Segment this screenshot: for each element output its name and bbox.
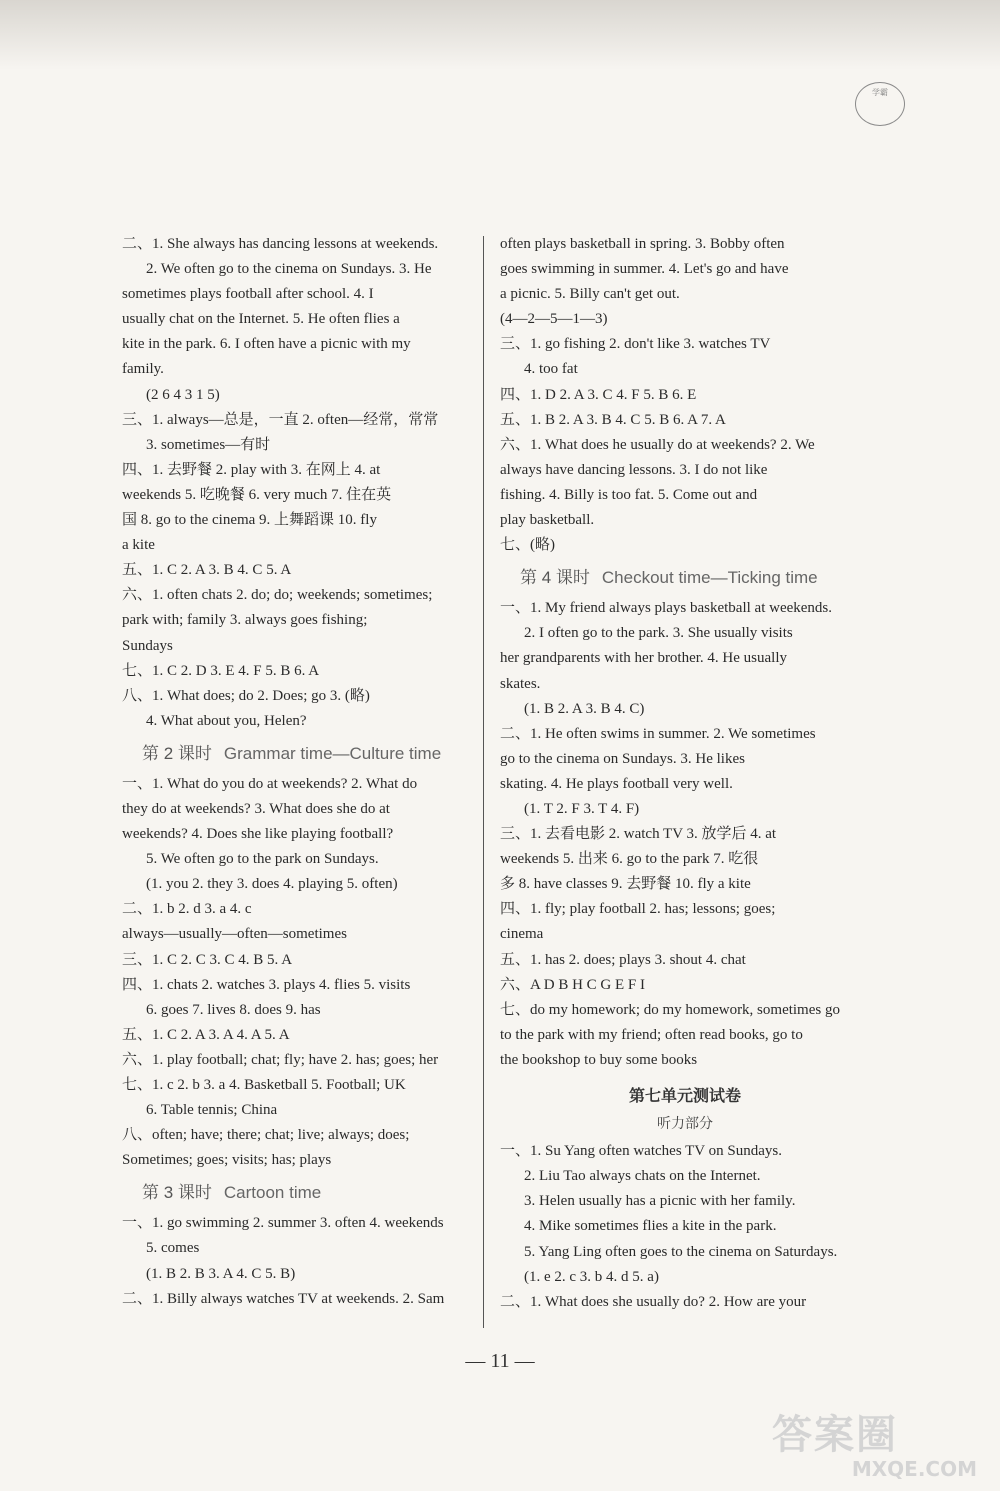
answer-line: 五、1. has 2. does; plays 3. shout 4. chat	[500, 951, 746, 968]
stamp-text: 学霸	[872, 88, 888, 97]
lesson-number: 第 2 课时	[142, 743, 212, 763]
answer-line: 四、1. chats 2. watches 3. plays 4. flies 5. visits	[122, 976, 411, 993]
answer-line: kite in the park. 6. I often have a picnic with my	[122, 336, 411, 353]
answer-line: 八、1. What does; do 2. Does; go 3. (略)	[122, 687, 370, 704]
answer-line: (2 6 4 3 1 5)	[146, 386, 220, 403]
lesson-number: 第 4 课时	[520, 568, 590, 588]
answer-line: (1. you 2. they 3. does 4. playing 5. often)	[146, 876, 398, 893]
watermark-logo	[772, 1412, 977, 1482]
section-subtitle: 听力部分	[657, 1116, 713, 1133]
answer-line: (1. B 2. A 3. B 4. C)	[524, 700, 645, 717]
answer-line: 六、1. play football; chat; fly; have 2. has; goes; her	[122, 1051, 439, 1068]
answer-line: weekends 5. 吃晚餐 6. very much 7. 住在英	[122, 486, 392, 503]
answer-line: always have dancing lessons. 3. I do not like	[500, 461, 768, 478]
answer-line: 五、1. C 2. A 3. B 4. C 5. A	[122, 562, 292, 579]
answer-line: 四、1. fly; play football 2. has; lessons; goes;	[500, 901, 776, 918]
answer-line: 二、1. Billy always watches TV at weekends. 2. Sam	[122, 1290, 445, 1307]
answer-line: play basketball.	[500, 512, 595, 529]
column-divider	[483, 236, 484, 1328]
answer-line: 六、1. often chats 2. do; do; weekends; sometimes;	[122, 587, 433, 604]
answer-line: 4. What about you, Helen?	[146, 712, 307, 729]
answer-line: usually chat on the Internet. 5. He often flies a	[122, 311, 400, 328]
answer-column-right	[500, 232, 870, 1315]
answer-line: 二、1. She always has dancing lessons at weekends.	[122, 236, 439, 252]
answer-line: 5. Yang Ling often goes to the cinema on Saturdays.	[524, 1243, 838, 1260]
answer-line: 二、1. b 2. d 3. a 4. c	[122, 901, 252, 918]
answer-line: sometimes plays football after school. 4. I	[122, 286, 374, 303]
answer-line: her grandparents with her brother. 4. He usually	[500, 650, 787, 667]
answer-line: 三、1. 去看电影 2. watch TV 3. 放学后 4. at	[500, 826, 777, 843]
answer-line: 四、1. D 2. A 3. C 4. F 5. B 6. E	[500, 386, 697, 403]
answer-line: 五、1. B 2. A 3. B 4. C 5. B 6. A 7. A	[500, 411, 726, 428]
answer-line: 3. sometimes—有时	[146, 436, 271, 453]
answer-line: 多 8. have classes 9. 去野餐 10. fly a kite	[500, 876, 751, 893]
answer-line: skates.	[500, 675, 541, 692]
answer-line: 六、A D B H C G E F I	[500, 976, 646, 993]
answer-line: 一、1. My friend always plays basketball at weekends.	[500, 600, 832, 617]
answer-line: 6. goes 7. lives 8. does 9. has	[146, 1001, 321, 1018]
page-number: — 11 —	[465, 1350, 535, 1372]
answer-line: 6. Table tennis; China	[146, 1102, 278, 1119]
answer-line: skating. 4. He plays football very well.	[500, 775, 733, 792]
answer-line: a kite	[122, 537, 155, 554]
answer-line: 四、1. 去野餐 2. play with 3. 在网上 4. at	[122, 461, 381, 478]
answer-line: 2. I often go to the park. 3. She usually visits	[524, 625, 793, 642]
answer-line: to the park with my friend; often read books, go to	[500, 1026, 803, 1043]
answer-line: weekends? 4. Does she like playing football?	[122, 826, 394, 843]
answer-line: the bookshop to buy some books	[500, 1051, 698, 1068]
lesson-number: 第 3 课时	[142, 1183, 212, 1203]
unit-test-title: 第七单元测试卷	[628, 1086, 741, 1105]
answer-line: 五、1. C 2. A 3. A 4. A 5. A	[122, 1026, 290, 1043]
lesson-title: Grammar time—Culture time	[223, 743, 442, 763]
answer-line: 5. We often go to the park on Sundays.	[146, 851, 379, 868]
answer-line: (1. e 2. c 3. b 4. d 5. a)	[524, 1268, 659, 1285]
answer-line: weekends 5. 出来 6. go to the park 7. 吃很	[500, 851, 759, 868]
answer-line: 一、1. go swimming 2. summer 3. often 4. weekends	[122, 1215, 444, 1232]
answer-line: (4—2—5—1—3)	[500, 311, 608, 328]
answer-line: 三、1. go fishing 2. don't like 3. watches TV	[500, 336, 771, 353]
answer-line: 三、1. always—总是，一直 2. often—经常，常常	[122, 411, 439, 428]
answer-line: family.	[122, 361, 164, 378]
answer-line: they do at weekends? 3. What does she do at	[122, 800, 390, 817]
answer-line: 5. comes	[146, 1240, 200, 1257]
answer-line: a picnic. 5. Billy can't get out.	[500, 286, 680, 303]
answer-line: cinema	[500, 926, 544, 943]
answer-line: goes swimming in summer. 4. Let's go and have	[500, 261, 789, 278]
answer-line: (1. T 2. F 3. T 4. F)	[524, 800, 640, 817]
answer-line: often plays basketball in spring. 3. Bobby often	[500, 236, 785, 252]
answer-line: 3. Helen usually has a picnic with her family.	[524, 1193, 796, 1210]
watermark-small: MXQE.COM	[851, 1457, 977, 1481]
answer-line: 六、1. What does he usually do at weekends? 2. We	[500, 436, 815, 453]
answer-column-left	[122, 232, 468, 1312]
answer-line: (1. B 2. B 3. A 4. C 5. B)	[146, 1265, 296, 1282]
watermark-big: 答案圈	[772, 1412, 898, 1458]
page-top-shade	[0, 0, 1000, 70]
answer-line: park with; family 3. always goes fishing;	[122, 612, 368, 629]
answer-line: 七、1. c 2. b 3. a 4. Basketball 5. Football; UK	[122, 1077, 406, 1093]
answer-line: 二、1. He often swims in summer. 2. We sometimes	[500, 725, 816, 742]
answer-line: Sundays	[122, 637, 173, 654]
answer-line: 二、1. What does she usually do? 2. How are your	[500, 1293, 807, 1310]
answer-line: 七、(略)	[500, 537, 555, 554]
answer-line: go to the cinema on Sundays. 3. He likes	[500, 750, 745, 767]
answer-line: 4. too fat	[524, 361, 578, 378]
answer-line: 七、1. C 2. D 3. E 4. F 5. B 6. A	[122, 662, 320, 679]
answer-line: 国 8. go to the cinema 9. 上舞蹈课 10. fly	[122, 512, 377, 529]
answer-line: 七、do my homework; do my homework, sometimes go	[500, 1001, 840, 1018]
answer-line: 三、1. C 2. C 3. C 4. B 5. A	[122, 951, 293, 968]
answer-line: 4. Mike sometimes flies a kite in the park.	[524, 1218, 777, 1235]
lesson-heading	[142, 742, 468, 766]
lesson-heading	[142, 1181, 468, 1205]
lesson-title: Cartoon time	[223, 1183, 322, 1203]
answer-line: Sometimes; goes; visits; has; plays	[122, 1152, 332, 1169]
answer-line: fishing. 4. Billy is too fat. 5. Come out and	[500, 486, 758, 503]
answer-line: 2. We often go to the cinema on Sundays. 3. He	[146, 261, 432, 278]
answer-line: 一、1. What do you do at weekends? 2. What do	[122, 775, 418, 792]
answer-line: always—usually—often—sometimes	[122, 926, 347, 943]
logo-stamp	[855, 82, 905, 126]
answer-line: 一、1. Su Yang often watches TV on Sundays.	[500, 1143, 782, 1160]
lesson-title: Checkout time—Ticking time	[601, 568, 818, 588]
lesson-heading	[520, 566, 870, 590]
answer-line: 2. Liu Tao always chats on the Internet.	[524, 1168, 761, 1185]
answer-line: 八、often; have; there; chat; live; always; does;	[122, 1127, 410, 1144]
